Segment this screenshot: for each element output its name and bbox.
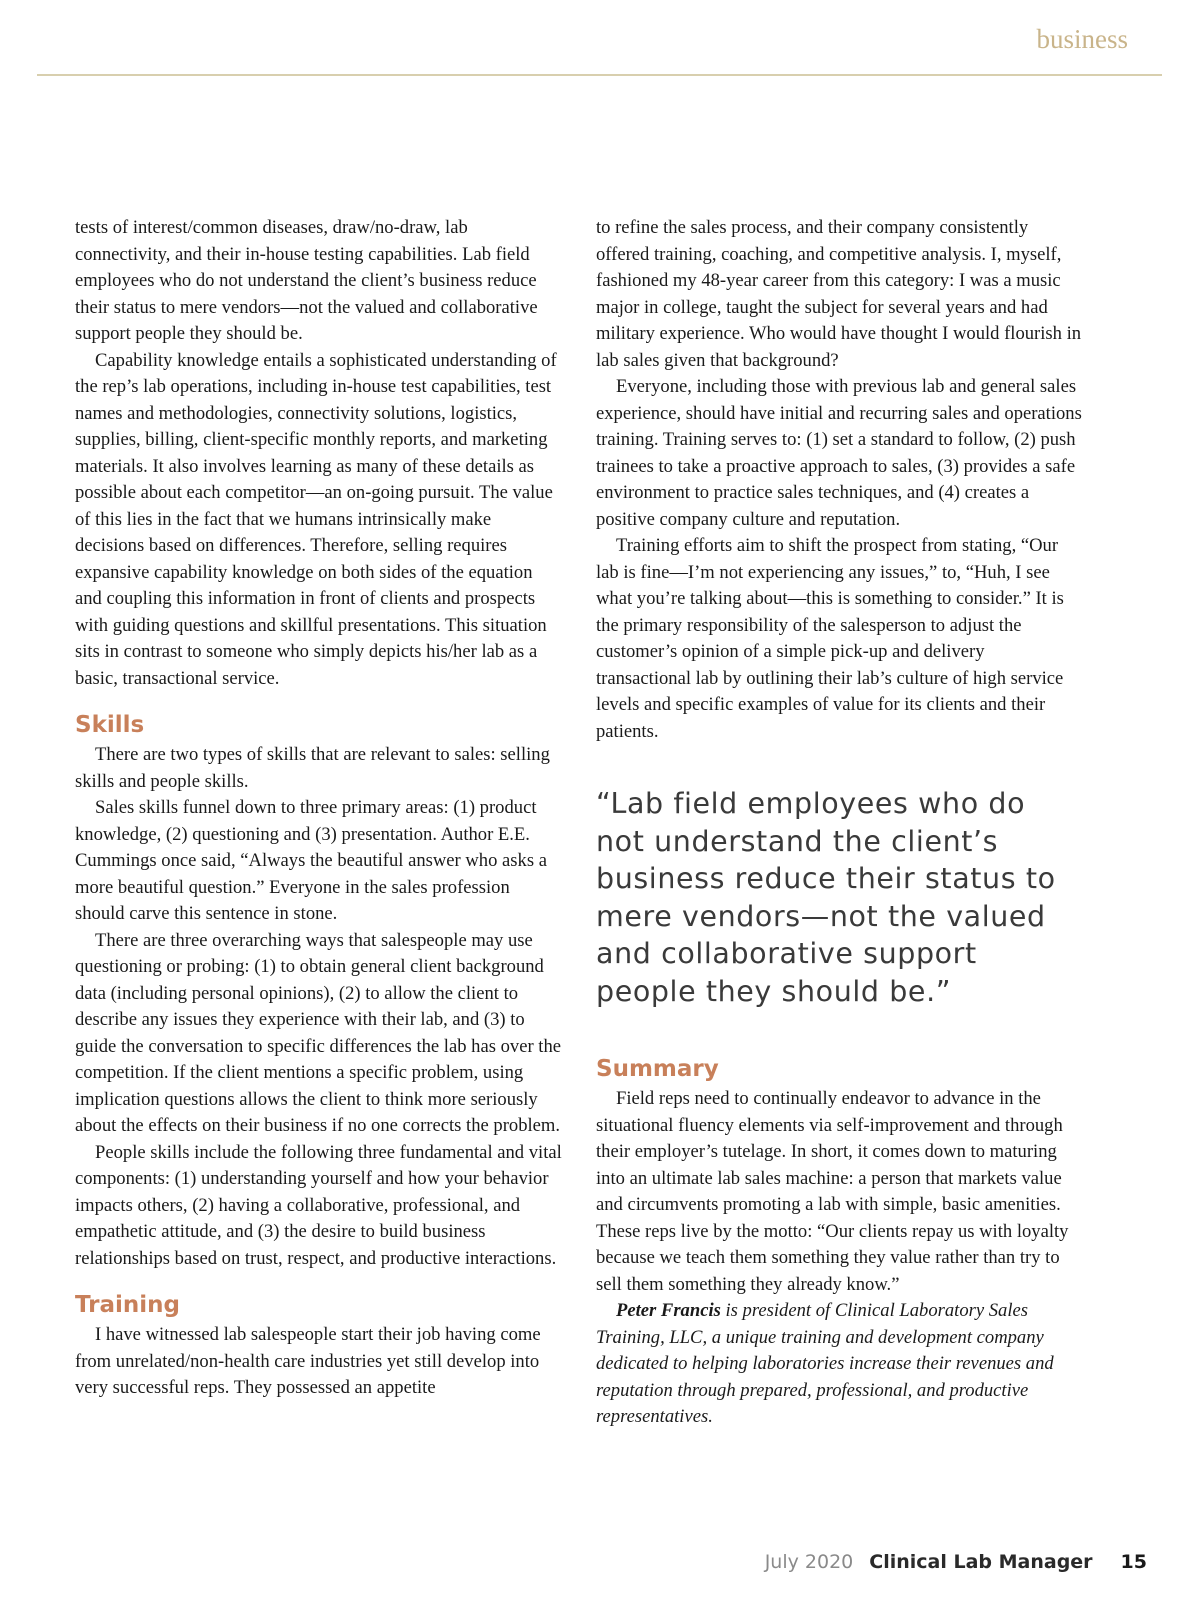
author-bio-text: is president of Clinical Laboratory Sales Training, LLC, a unique training and development company dedicated to helping laboratories increase their revenues and reputation through prepared, professional, and productive representatives. <box>596 1300 1054 1427</box>
body-paragraph: to refine the sales process, and their company consistently offered training, coaching, and competitive analysis. I, myself, fashioned my 48-year career from this category: I was a music major in college, taught the subject for several years and had military experience. Who would have thought I would flourish in lab sales given that background? <box>596 217 1082 371</box>
left-column <box>75 215 562 1402</box>
author-name: Peter Francis <box>616 1300 721 1321</box>
skills-heading: Skills <box>75 712 145 738</box>
section-tag: business <box>1036 24 1128 54</box>
body-paragraph: There are three overarching ways that salespeople may use questioning or probing: (1) to obtain general client background data (including personal opinions), (2) to allow the client to describe any issues they experience with their lab, and (3) to guide the conversation to specific differences the lab has over the competition. If the client mentions a specific problem, using implication questions allows the client to think more seriously about the effects on their business if no one corrects the problem. <box>75 929 562 1136</box>
page-number: 15 <box>1120 1551 1147 1573</box>
page-footer <box>765 1551 1147 1573</box>
body-paragraph: Everyone, including those with previous lab and general sales experience, should have initial and recurring sales and operations training. Training serves to: (1) set a standard to follow, (2) push trainees to take a proactive approach to sales, (3) provides a safe environment to practice sales techniques, and (4) creates a positive company culture and reputation. <box>596 376 1082 530</box>
body-paragraph: tests of interest/common diseases, draw/no-draw, lab connectivity, and their in-house testing capabilities. Lab field employees who do not understand the client’s business reduce their status to mere vendors—not the valued and collaborative support people they should be. <box>75 217 538 344</box>
pull-quote: “Lab field employees who do not understand the client’s business reduce their status to mere vendors—not the valued and collaborative support people they should be.” <box>596 787 1056 1008</box>
body-paragraph: People skills include the following three fundamental and vital components: (1) understanding yourself and how your behavior impacts others, (2) having a collaborative, professional, and empathetic attitude, and (3) the desire to build business relationships based on trust, respect, and productive interactions. <box>75 1141 562 1269</box>
right-column <box>596 215 1083 1431</box>
issue-date: July 2020 <box>764 1551 854 1573</box>
body-paragraph: Sales skills funnel down to three primary areas: (1) product knowledge, (2) questioning and (3) presentation. Author E.E. Cummings once said, “Always the beautiful answer who asks a more beautiful question.” Everyone in the sales profession should carve this sentence in stone. <box>75 797 547 924</box>
body-paragraph: There are two types of skills that are relevant to sales: selling skills and people skills. <box>75 744 550 792</box>
training-heading: Training <box>75 1292 181 1318</box>
header-rule <box>37 74 1162 76</box>
body-paragraph: Field reps need to continually endeavor to advance in the situational fluency elements via self-improvement and through their employer’s tutelage. In short, it comes down to maturing into an ultimate lab sales machine: a person that markets value and circumvents promoting a lab with simple, basic amenities. These reps live by the motto: “Our clients repay us with loyalty because we teach them something they value rather than try to sell them something they already know.” <box>596 1088 1069 1295</box>
body-paragraph: Capability knowledge entails a sophisticated understanding of the rep’s lab operations, including in-house test capabilities, test names and methodologies, connectivity solutions, logistics, supplies, billing, client-specific monthly reports, and marketing materials. It also involves learning as many of these details as possible about each competitor—an on-going pursuit. The value of this lies in the fact that we humans intrinsically make decisions based on differences. Therefore, selling requires expansive capability knowledge on both sides of the equation and coupling this information in front of clients and prospects with guiding questions and skillful presentations. This situation sits in contrast to someone who simply depicts his/her lab as a basic, transactional service. <box>75 349 557 689</box>
magazine-name: Clinical Lab Manager <box>869 1551 1093 1573</box>
summary-heading: Summary <box>596 1056 719 1082</box>
body-paragraph: Training efforts aim to shift the prospect from stating, “Our lab is fine—I’m not experiencing any issues,” to, “Huh, I see what you’re talking about—this is something to consider.” It is the primary responsibility of the salesperson to adjust the customer’s opinion of a simple pick-up and delivery transactional lab by outlining their lab’s culture of high service levels and specific examples of value for its clients and their patients. <box>596 535 1064 742</box>
author-bio <box>596 1298 1083 1431</box>
body-paragraph: I have witnessed lab salespeople start their job having come from unrelated/non-health care industries yet still develop into very successful reps. They possessed an appetite <box>75 1324 541 1398</box>
